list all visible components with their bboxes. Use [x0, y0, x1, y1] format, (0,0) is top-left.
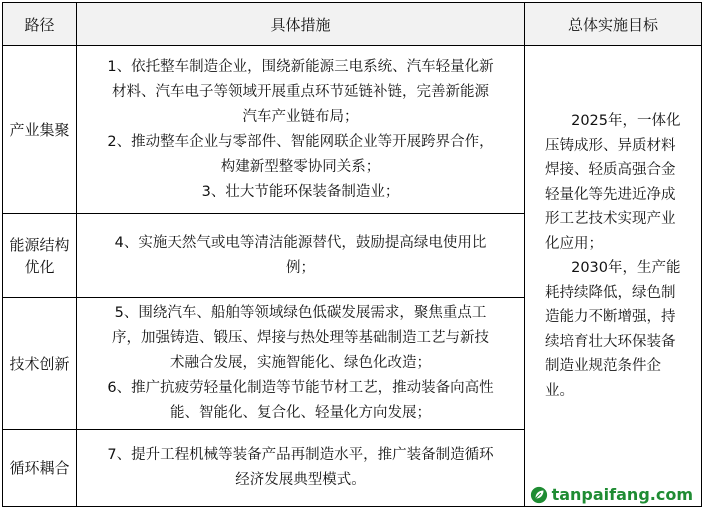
measure-line: 序，加强铸造、锻压、焊接与热处理等基础制造工艺与新技 [112, 330, 489, 346]
header-measures: 具体措施 [77, 3, 525, 46]
measure-line: 汽车产业链布局； [242, 108, 359, 125]
measure-line: 1、依托整车制造企业，围绕新能源三电系统、汽车轻量化新 [107, 58, 494, 75]
measure-line: 经济发展典型模式。 [235, 472, 366, 488]
header-goal: 总体实施目标 [525, 3, 702, 46]
measure-line: 术融合发展，实施智能化、绿色化改造； [170, 355, 431, 371]
table-row [3, 46, 702, 214]
measure-line: 2、推动整车企业与零部件、智能网联企业等开展跨界合作， [107, 133, 494, 150]
row-path: 能源结构优化 [3, 214, 77, 298]
goal-paragraph: 2025年，一体化压铸成形、异质材料焊接、轻质高强合金轻量化等先进近净成形工艺技术实现产业化应用； [545, 113, 681, 252]
goal-paragraph: 2030年，生产能耗持续降低，绿色制造能力不断增强，持续培育壮大环保装备制造业规范条件企业。 [545, 260, 681, 399]
row-path: 技术创新 [3, 298, 77, 430]
row-measures [77, 46, 525, 214]
goal-cell [525, 46, 702, 507]
measure-line: 5、围绕汽车、船舶等领域绿色低碳发展需求，聚焦重点工 [114, 305, 487, 321]
measure-line: 例； [286, 259, 315, 276]
row-measures [77, 214, 525, 298]
measures-table [2, 2, 702, 507]
measure-line: 构建新型整零协同关系； [220, 158, 381, 175]
row-measures [77, 430, 525, 507]
measure-line: 7、提升工程机械等装备产品再制造水平，推广装备制造循环 [107, 447, 494, 463]
row-measures [77, 298, 525, 430]
header-row [3, 3, 702, 46]
leaf-logo-icon [530, 486, 548, 504]
header-path: 路径 [3, 3, 77, 46]
watermark-text: tanpaifang.com [551, 485, 693, 504]
measure-line: 4、实施天然气或电等清洁能源替代，鼓励提高绿电使用比 [114, 234, 487, 251]
row-path: 产业集聚 [3, 46, 77, 214]
measure-line: 3、壮大节能环保装备制造业； [201, 183, 400, 200]
measure-line: 6、推广抗疲劳轻量化制造等节能节材工艺，推动装备向高性 [107, 380, 494, 396]
measure-line: 材料、汽车电子等领域开展重点环节延链补链，完善新能源 [112, 83, 489, 100]
row-path: 循环耦合 [3, 430, 77, 507]
watermark [530, 485, 693, 504]
measure-line: 能、智能化、复合化、轻量化方向发展； [170, 405, 431, 421]
